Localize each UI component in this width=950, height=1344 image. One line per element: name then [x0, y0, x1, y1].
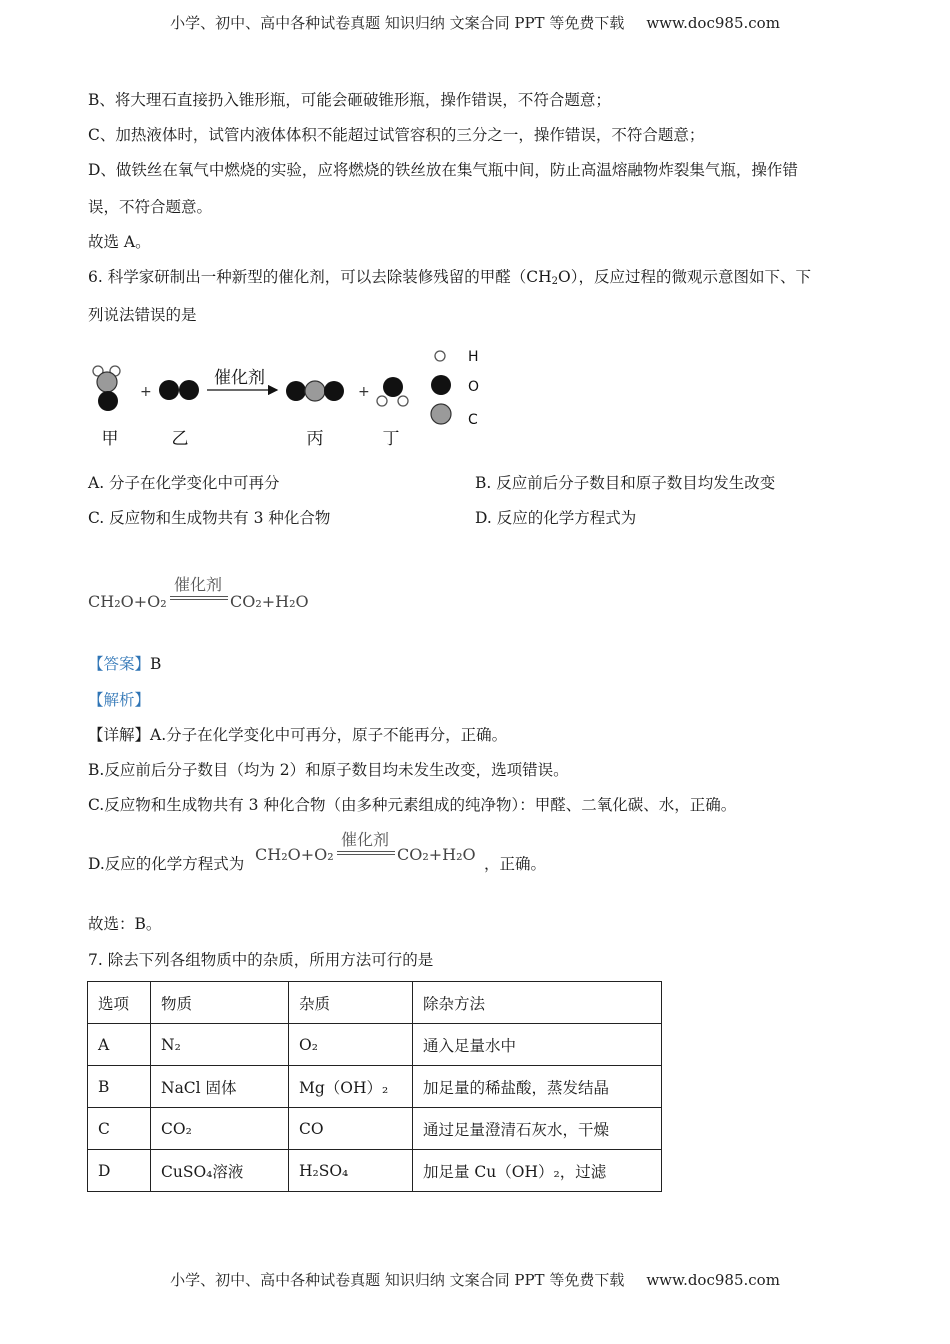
- molecule-formaldehyde: [93, 366, 120, 411]
- c-atom: [305, 381, 325, 401]
- molecule-water: [377, 377, 408, 406]
- molecule-carbon-dioxide: [286, 381, 344, 401]
- table-cell: N₂: [151, 1024, 289, 1066]
- table-header-cell: 杂质: [289, 982, 413, 1024]
- q6-choice: 故选：B。: [88, 915, 162, 933]
- equation-left: CH₂O+O₂: [88, 592, 167, 611]
- table-cell: 通过足量澄清石灰水，干燥: [413, 1108, 662, 1150]
- detail-equation-equals: [337, 851, 395, 855]
- detail-equation-left: CH₂O+O₂: [255, 845, 334, 864]
- prev-choice: 故选 A。: [88, 233, 151, 251]
- table-cell: 加足量 Cu（OH）₂，过滤: [413, 1150, 662, 1192]
- table-header-cell: 除杂方法: [413, 982, 662, 1024]
- o-atom: [98, 391, 118, 411]
- q6-stem-line2: 列说法错误的是: [88, 306, 197, 324]
- analysis-tag: 【解析】: [88, 691, 151, 709]
- q6-equation: [88, 570, 338, 620]
- equation-right: CO₂+H₂O: [230, 592, 309, 611]
- label-jia: 甲: [101, 429, 119, 449]
- prev-option-d-line1: D、做铁丝在氧气中燃烧的实验，应将燃烧的铁丝放在集气瓶中间，防止高温熔融物炸裂集气瓶，操作错: [88, 161, 798, 179]
- q7-table: [87, 981, 662, 1192]
- equation-catalyst: 催化剂: [173, 575, 222, 594]
- atom-legend: [431, 349, 479, 428]
- o-atom: [324, 381, 344, 401]
- answer-value: B: [150, 655, 162, 673]
- o-atom: [383, 377, 403, 397]
- o-atom: [159, 380, 179, 400]
- detail-tag: 【详解】: [88, 726, 151, 744]
- detail-a-text: A.分子在化学变化中可再分，原子不能再分，正确。: [150, 726, 508, 744]
- prev-option-b: B、将大理石直接扔入锥形瓶，可能会砸破锥形瓶，操作错误，不符合题意；: [88, 91, 611, 109]
- table-cell: 通入足量水中: [413, 1024, 662, 1066]
- prev-option-c: C、加热液体时，试管内液体体积不能超过试管容积的三分之一，操作错误，不符合题意；: [88, 126, 705, 144]
- table-cell: B: [88, 1066, 151, 1108]
- q6-option-d: D. 反应的化学方程式为: [475, 509, 637, 527]
- table-cell: NaCl 固体: [151, 1066, 289, 1108]
- q7-stem: 7. 除去下列各组物质中的杂质，所用方法可行的是: [88, 951, 434, 969]
- footer-text: 小学、初中、高中各种试卷真题 知识归纳 文案合同 PPT 等免费下载: [170, 1271, 625, 1289]
- reaction-diagram: [80, 340, 500, 455]
- answer-tag: 【答案】: [88, 655, 151, 673]
- table-cell: Mg（OH）₂: [289, 1066, 413, 1108]
- legend-o-icon: [431, 375, 451, 395]
- q6-stem-a: 6. 科学家研制出一种新型的催化剂，可以去除装修残留的甲醛（CH: [88, 268, 552, 286]
- table-cell: D: [88, 1150, 151, 1192]
- table-cell: C: [88, 1108, 151, 1150]
- table-cell: CO: [289, 1108, 413, 1150]
- legend-h: H: [468, 349, 479, 365]
- table-cell: O₂: [289, 1024, 413, 1066]
- page-header: [0, 12, 950, 33]
- o-atom: [286, 381, 306, 401]
- table-row: [88, 1066, 662, 1108]
- table-cell: CO₂: [151, 1108, 289, 1150]
- q6-stem-line1: [88, 266, 868, 293]
- label-bing: 丙: [306, 429, 324, 449]
- q6-answer: [88, 653, 868, 675]
- q6-option-a: A. 分子在化学变化中可再分: [88, 474, 280, 492]
- table-row: [88, 1108, 662, 1150]
- table-row: [88, 1150, 662, 1192]
- detail-d-equation: [255, 825, 505, 875]
- h-atom: [398, 396, 408, 406]
- q6-stem-sub: 2: [551, 276, 558, 287]
- table-header-row: [88, 982, 662, 1024]
- label-ding: 丁: [382, 429, 400, 449]
- prev-option-d-line2: 误，不符合题意。: [88, 198, 213, 216]
- detail-c: C.反应物和生成物共有 3 种化合物（由多种元素组成的纯净物）：甲醛、二氧化碳、水，正确。: [88, 796, 737, 814]
- header-text: 小学、初中、高中各种试卷真题 知识归纳 文案合同 PPT 等免费下载: [170, 14, 625, 32]
- table-cell: H₂SO₄: [289, 1150, 413, 1192]
- q6-option-c: C. 反应物和生成物共有 3 种化合物: [88, 509, 331, 527]
- page-footer: [0, 1269, 950, 1290]
- equation-equals: [170, 596, 228, 600]
- molecule-oxygen: [159, 380, 199, 400]
- legend-h-icon: [435, 351, 445, 361]
- catalyst-label: 催化剂: [214, 368, 265, 388]
- footer-site: www.doc985.com: [646, 1271, 780, 1289]
- table-row: [88, 1024, 662, 1066]
- detail-equation-right: CO₂+H₂O: [397, 845, 476, 864]
- detail-a: [88, 724, 868, 746]
- legend-c-icon: [431, 404, 451, 424]
- h-atom: [377, 396, 387, 406]
- table-header-cell: 物质: [151, 982, 289, 1024]
- plus-sign-1: +: [140, 384, 152, 400]
- q6-stem-b: O），反应过程的微观示意图如下、下: [557, 268, 811, 286]
- legend-o: O: [468, 379, 480, 395]
- detail-equation-catalyst: 催化剂: [340, 830, 389, 849]
- table-cell: A: [88, 1024, 151, 1066]
- header-site: www.doc985.com: [646, 14, 780, 32]
- label-yi: 乙: [171, 429, 189, 449]
- table-header-cell: 选项: [88, 982, 151, 1024]
- detail-d-post: ，正确。: [484, 855, 547, 873]
- plus-sign-2: +: [358, 384, 370, 400]
- c-atom: [97, 372, 117, 392]
- detail-d-pre: D.反应的化学方程式为: [88, 855, 245, 873]
- q6-option-b: B. 反应前后分子数目和原子数目均发生改变: [475, 474, 776, 492]
- table-cell: 加足量的稀盐酸，蒸发结晶: [413, 1066, 662, 1108]
- legend-c: C: [468, 412, 478, 428]
- table-cell: CuSO₄溶液: [151, 1150, 289, 1192]
- detail-b: B.反应前后分子数目（均为 2）和原子数目均未发生改变，选项错误。: [88, 761, 569, 779]
- o-atom: [179, 380, 199, 400]
